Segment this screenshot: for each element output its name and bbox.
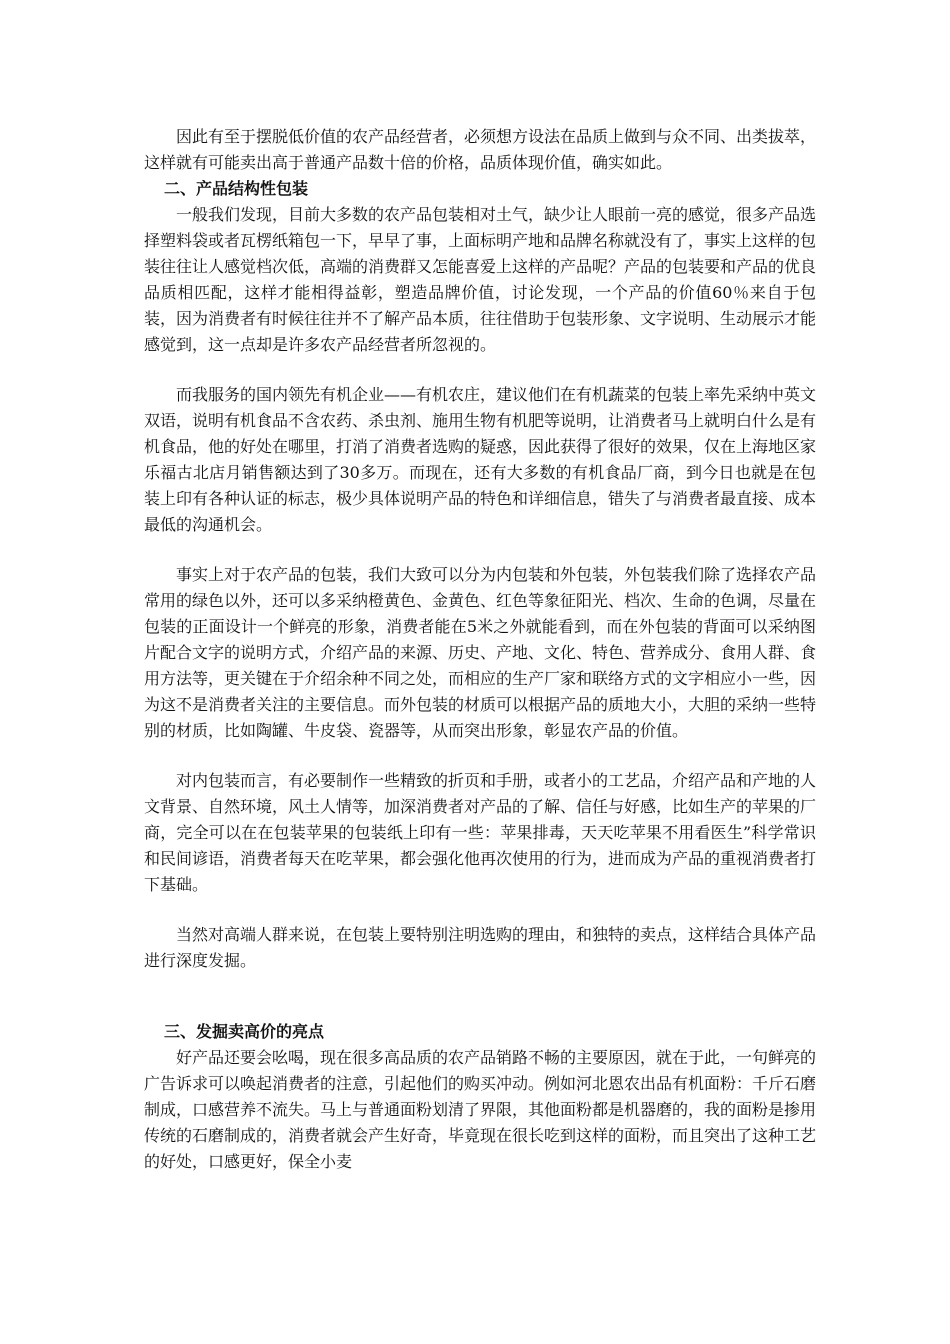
paragraph-spacer xyxy=(144,974,816,998)
paragraph-organic-farm-case: 而我服务的国内领先有机企业——有机农庄，建议他们在有机蔬菜的包装上率先采纳中英文双语，说明有机食品不含农药、杀虫剂、施用生物有机肥等说明，让消费者马上就明白什么是有机食品，他的好处在哪里，打消了消费者选购的疑惑，因此获得了很好的效果，仅在上海地区家乐福古北店月销售额达到了30多万。而现在，还有大多数的有机食品厂商，到今日也就是在包装上印有各种认证的标志，极少具体说明产品的特色和详细信息，错失了与消费者最直接、成本最低的沟通机会。 xyxy=(144,385,817,534)
paragraph-spacer xyxy=(144,998,816,1019)
paragraph-packaging-problem: 一般我们发现，目前大多数的农产品包装相对土气，缺少让人眼前一亮的感觉，很多产品选择塑料袋或者瓦楞纸箱包一下，早早了事，上面标明产地和品牌名称就没有了，事实上这样的包装往往让人感觉档次低，高端的消费群又怎能喜爱上这样的产品呢？产品的包装要和产品的优良品质相匹配，这样才能相得益彰，塑造品牌价值，讨论发现，一个产品的价值60％来自于包装，因为消费者有时候往往并不了解产品本质，往往借助于包装形象、文字说明、生动展示才能感觉到，这一点却是许多农产品经营者所忽视的。 xyxy=(144,205,817,354)
document-body xyxy=(144,124,816,1175)
paragraph-spacer xyxy=(144,538,816,562)
paragraph-spacer xyxy=(144,358,816,382)
paragraph-quality-value: 因此有至于摆脱低价值的农产品经营者，必须想方设法在品质上做到与众不同、出类拔萃，这样就有可能卖出高于普通产品数十倍的价格，品质体现价值，确实如此。 xyxy=(144,127,817,172)
paragraph-spacer xyxy=(144,744,816,768)
paragraph-advertising-appeal: 好产品还要会吆喝，现在很多高品质的农产品销路不畅的主要原因，就在于此，一句鲜亮的广告诉求可以唤起消费者的注意，引起他们的购买冲动。例如河北恩农出品有机面粉：千斤石磨制成，口感营养不流失。马上与普通面粉划清了界限，其他面粉都是机器磨的，我的面粉是掺用传统的石磨制成的，消费者就会产生好奇，毕竟现在很长吃到这样的面粉，而且突出了这种工艺的好处，口感更好，保全小麦 xyxy=(144,1048,817,1171)
section-heading-packaging: 二、产品结构性包装 xyxy=(164,179,309,198)
paragraph-high-end-buyers: 当然对高端人群来说，在包装上要特别注明选购的理由，和独特的卖点，这样结合具体产品进行深度发掘。 xyxy=(144,925,817,970)
paragraph-spacer xyxy=(144,898,816,922)
paragraph-inner-packaging: 对内包装而言，有必要制作一些精致的折页和手册，或者小的工艺品，介绍产品和产地的人文背景、自然环境，风土人情等，加深消费者对产品的了解、信任与好感，比如生产的苹果的厂商，完全可以在在包装苹果的包装纸上印有一些：苹果排毒，天天吃苹果不用看医生”科学常识和民间谚语，消费者每天在吃苹果，都会强化他再次使用的行为，进而成为产品的重视消费者打下基础。 xyxy=(144,771,817,894)
paragraph-outer-packaging: 事实上对于农产品的包装，我们大致可以分为内包装和外包装，外包装我们除了选择农产品常用的绿色以外，还可以多采纳橙黄色、金黄色、红色等象征阳光、档次、生命的色调，尽量在包装的正面设计一个鲜亮的形象，消费者能在5米之外就能看到，而在外包装的背面可以采纳图片配合文字的说明方式，介绍产品的来源、历史、产地、文化、特色、营养成分、食用人群、食用方法等，更关键在于介绍余种不同之处，而相应的生产厂家和联络方式的文字相应小一些，因为这不是消费者关注的主要信息。而外包装的材质可以根据产品的质地大小，大胆的采纳一些特别的材质，比如陶罐、牛皮袋、瓷器等，从而突出形象，彰显农产品的价值。 xyxy=(144,565,817,740)
section-heading-selling-points: 三、发掘卖高价的亮点 xyxy=(164,1022,325,1041)
